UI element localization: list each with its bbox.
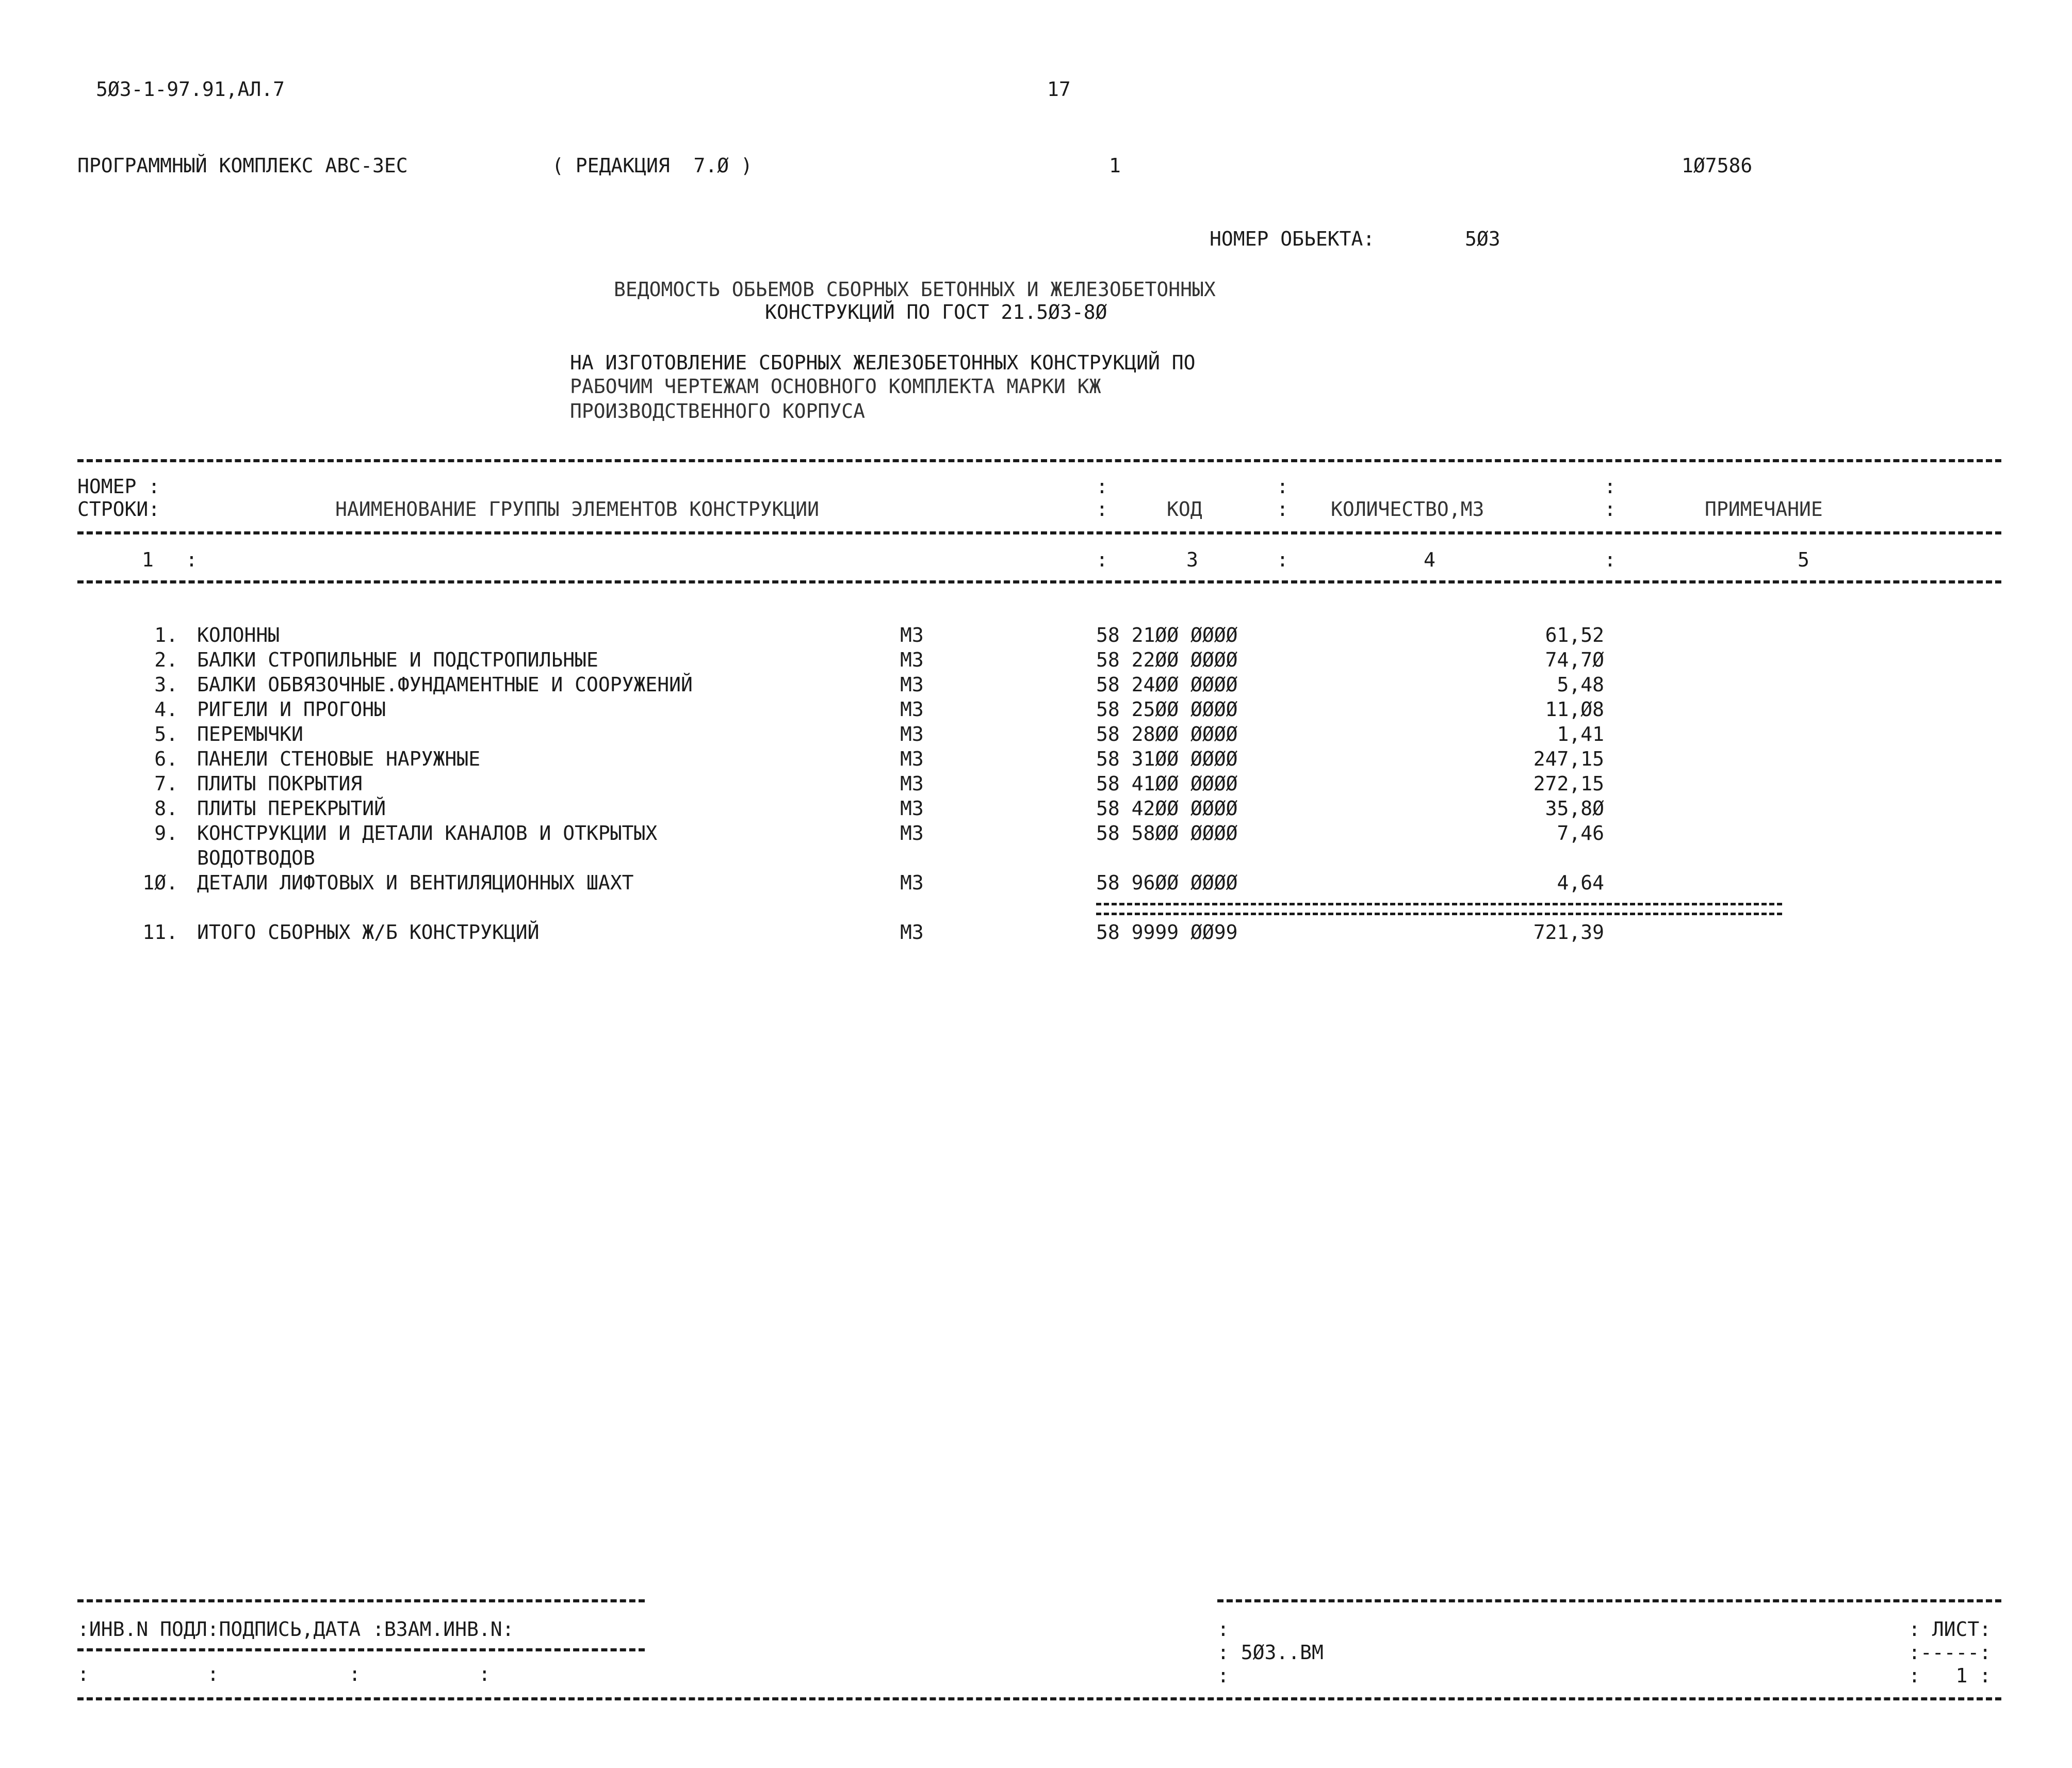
row-name: БАЛКИ СТРОПИЛЬНЫЕ И ПОДСТРОПИЛЬНЫЕ <box>197 648 598 671</box>
row-name: КОНСТРУКЦИИ И ДЕТАЛИ КАНАЛОВ И ОТКРЫТЫХ <box>197 822 658 845</box>
column-header-code: КОД <box>1167 498 1202 521</box>
column-separator: : <box>1604 498 1616 521</box>
row-name: КОЛОННЫ <box>197 624 280 646</box>
stamp-header: :ИНВ.N ПОДЛ:ПОДПИСЬ,ДАТА :ВЗАМ.ИНВ.N: <box>77 1618 514 1641</box>
column-separator: : <box>1096 548 1108 571</box>
row-code: 58 22ØØ ØØØØ <box>1096 648 1238 671</box>
column-separator: : <box>1096 498 1108 521</box>
row-name: ДЕТАЛИ ЛИФТОВЫХ И ВЕНТИЛЯЦИОННЫХ ШАХТ <box>197 871 634 894</box>
row-code: 58 41ØØ ØØØØ <box>1096 772 1238 795</box>
title-block-rule-top <box>1217 1599 2001 1602</box>
row-quantity: 272,15 <box>1533 772 1604 795</box>
row-quantity: 61,52 <box>1545 624 1604 646</box>
stamp-rule-bottom <box>77 1697 2001 1700</box>
row-number: 6. <box>154 748 178 770</box>
table-rule-top <box>77 459 2001 462</box>
column-header-number-line-2: СТРОКИ: <box>77 498 160 521</box>
row-code: 58 21ØØ ØØØØ <box>1096 624 1238 646</box>
row-name: ПАНЕЛИ СТЕНОВЫЕ НАРУЖНЫЕ <box>197 748 481 770</box>
row-code: 58 28ØØ ØØØØ <box>1096 723 1238 745</box>
object-number-label: НОМЕР ОБЬЕКТА: <box>1210 228 1375 250</box>
row-number: 1. <box>154 624 178 646</box>
page-number: 17 <box>1047 78 1071 101</box>
row-code: 58 96ØØ ØØØØ <box>1096 871 1238 894</box>
subtitle-line-2: РАБОЧИМ ЧЕРТЕЖАМ ОСНОВНОГО КОМПЛЕКТА МАРКИ КЖ <box>570 375 1101 398</box>
row-unit: М3 <box>900 822 924 845</box>
column-separator: : <box>1604 548 1616 571</box>
column-header-quantity: КОЛИЧЕСТВО,М3 <box>1331 498 1484 521</box>
stamp-blank-cells: : : : : <box>77 1663 491 1685</box>
row-number: 8. <box>154 797 178 820</box>
row-number: 7. <box>154 772 178 795</box>
column-number-3: 3 <box>1186 548 1198 571</box>
total-quantity: 721,39 <box>1533 921 1604 944</box>
statement-title-line-1: ВЕДОМОСТЬ ОБЬЕМОВ СБОРНЫХ БЕТОННЫХ И ЖЕЛЕЗОБЕТОННЫХ <box>614 278 1216 301</box>
row-name-continuation: ВОДОТВОДОВ <box>197 847 315 869</box>
row-number: 2. <box>154 648 178 671</box>
column-number-5: 5 <box>1798 548 1809 571</box>
row-quantity: 7,46 <box>1557 822 1604 845</box>
row-quantity: 4,64 <box>1557 871 1604 894</box>
total-code: 58 9999 ØØ99 <box>1096 921 1238 944</box>
row-name: ПЛИТЫ ПЕРЕКРЫТИЙ <box>197 797 386 820</box>
column-header-name: НАИМЕНОВАНИЕ ГРУППЫ ЭЛЕМЕНТОВ КОНСТРУКЦИИ <box>335 498 819 521</box>
document-mark: : 5Ø3..ВМ <box>1217 1641 1324 1664</box>
column-separator: : <box>1604 475 1616 498</box>
row-unit: М3 <box>900 871 924 894</box>
row-unit: М3 <box>900 723 924 745</box>
row-quantity: 247,15 <box>1533 748 1604 770</box>
object-number-value: 5Ø3 <box>1465 228 1500 250</box>
row-code: 58 25ØØ ØØØØ <box>1096 698 1238 721</box>
row-name: ПЛИТЫ ПОКРЫТИЯ <box>197 772 363 795</box>
sheet-value: : 1 : <box>1908 1664 1992 1687</box>
program-edition: ( РЕДАКЦИЯ 7.Ø ) <box>552 154 753 177</box>
sheet-separator: :-----: <box>1908 1641 1992 1664</box>
row-unit: М3 <box>900 673 924 696</box>
row-quantity: 11,Ø8 <box>1545 698 1604 721</box>
table-rule-body <box>77 580 2001 583</box>
row-code: 58 42ØØ ØØØØ <box>1096 797 1238 820</box>
row-unit: М3 <box>900 748 924 770</box>
row-code: 58 58ØØ ØØØØ <box>1096 822 1238 845</box>
row-number: 1Ø. <box>142 871 178 894</box>
title-block-separator: : <box>1217 1664 1229 1687</box>
row-number: 4. <box>154 698 178 721</box>
row-code: 58 31ØØ ØØØØ <box>1096 748 1238 770</box>
column-separator: : <box>1277 498 1288 521</box>
column-separator: : <box>186 548 198 571</box>
row-number: 3. <box>154 673 178 696</box>
column-separator: : <box>1277 475 1288 498</box>
row-quantity: 35,8Ø <box>1545 797 1604 820</box>
stamp-rule-middle <box>77 1648 645 1651</box>
total-unit: М3 <box>900 921 924 944</box>
stamp-rule-top <box>77 1599 645 1602</box>
row-name: РИГЕЛИ И ПРОГОНЫ <box>197 698 386 721</box>
job-number: 1Ø7586 <box>1682 154 1753 177</box>
column-header-note: ПРИМЕЧАНИЕ <box>1705 498 1823 521</box>
row-unit: М3 <box>900 648 924 671</box>
row-number: 9. <box>154 822 178 845</box>
sheet-label: : ЛИСТ: <box>1908 1618 1992 1641</box>
total-number: 11. <box>142 921 178 944</box>
program-name: ПРОГРАММНЫЙ КОМПЛЕКС АВС-3ЕС <box>77 154 408 177</box>
column-separator: : <box>1277 548 1288 571</box>
subtitle-line-1: НА ИЗГОТОВЛЕНИЕ СБОРНЫХ ЖЕЛЕЗОБЕТОННЫХ КОНСТРУКЦИЙ ПО <box>570 351 1196 374</box>
column-number-1: 1 <box>142 548 154 571</box>
row-unit: М3 <box>900 624 924 646</box>
row-unit: М3 <box>900 698 924 721</box>
document-code: 5Ø3-1-97.91,АЛ.7 <box>96 78 285 101</box>
row-unit: М3 <box>900 797 924 820</box>
total-name: ИТОГО СБОРНЫХ Ж/Б КОНСТРУКЦИЙ <box>197 921 540 944</box>
row-code: 58 24ØØ ØØØØ <box>1096 673 1238 696</box>
subtitle-line-3: ПРОИЗВОДСТВЕННОГО КОРПУСА <box>570 400 865 423</box>
row-quantity: 1,41 <box>1557 723 1604 745</box>
statement-title-line-2: КОНСТРУКЦИЙ ПО ГОСТ 21.5Ø3-8Ø <box>765 301 1107 323</box>
row-name: ПЕРЕМЫЧКИ <box>197 723 303 745</box>
total-separator <box>1096 903 1782 915</box>
row-quantity: 74,7Ø <box>1545 648 1604 671</box>
sheet-number-top: 1 <box>1109 154 1121 177</box>
column-header-number-line-1: НОМЕР : <box>77 475 160 498</box>
row-number: 5. <box>154 723 178 745</box>
row-name: БАЛКИ ОБВЯЗОЧНЫЕ.ФУНДАМЕНТНЫЕ И СООРУЖЕНИЙ <box>197 673 693 696</box>
title-block-separator: : <box>1217 1618 1229 1641</box>
row-unit: М3 <box>900 772 924 795</box>
column-number-4: 4 <box>1424 548 1435 571</box>
row-quantity: 5,48 <box>1557 673 1604 696</box>
column-separator: : <box>1096 475 1108 498</box>
table-rule-header <box>77 531 2001 534</box>
